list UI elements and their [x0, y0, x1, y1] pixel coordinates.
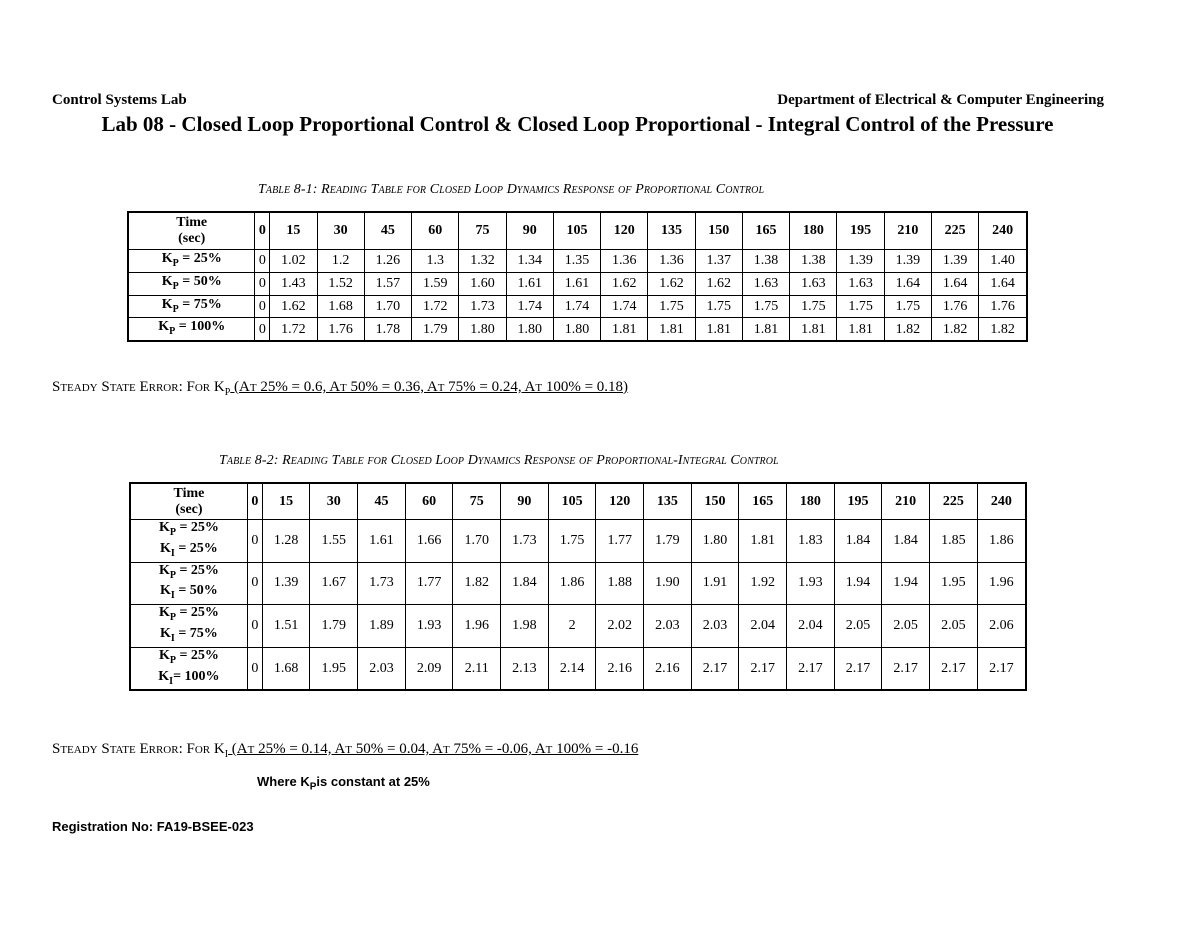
- gain-value: = 25%: [178, 251, 222, 266]
- table-cell: 1.75: [548, 520, 596, 563]
- table-cell: 1.39: [262, 562, 310, 605]
- table-cell: 1.76: [317, 318, 364, 341]
- table-cell: 1.60: [459, 272, 506, 295]
- table-cell: 0: [247, 562, 262, 605]
- registration-number: Registration No: FA19-BSEE-023: [52, 819, 254, 834]
- table-cell: 1.63: [742, 272, 789, 295]
- table-cell: 1.84: [834, 520, 882, 563]
- table-header-row: [130, 483, 1026, 520]
- table-cell: 1.63: [790, 272, 837, 295]
- table-cell: 2.03: [691, 605, 739, 648]
- table-cell: 1.95: [930, 562, 978, 605]
- table-cell: 1.77: [596, 520, 644, 563]
- time-column-header: 165: [742, 212, 789, 250]
- table-cell: 1.67: [310, 562, 358, 605]
- table-cell: 1.96: [977, 562, 1026, 605]
- table-cell: 1.80: [553, 318, 600, 341]
- gain-symbol: K: [158, 319, 170, 335]
- time-column-header: 120: [596, 483, 644, 520]
- sse-kp-prefix: Steady State Error: For K: [52, 379, 225, 395]
- table-cell: 1.86: [977, 520, 1026, 563]
- time-column-header: 30: [317, 212, 364, 250]
- time-column-header: 60: [405, 483, 453, 520]
- table-cell: 1.74: [553, 295, 600, 318]
- table-cell: 2.14: [548, 647, 596, 690]
- time-column-header: 150: [695, 212, 742, 250]
- table-cell: 1.93: [405, 605, 453, 648]
- table-cell: 1.88: [596, 562, 644, 605]
- document-title: Lab 08 - Closed Loop Proportional Control & Closed Loop Proportional - Integral Control of the Pressure: [101, 112, 1054, 136]
- gain-value: = 75%: [178, 296, 222, 312]
- table-row: [128, 295, 1027, 318]
- gain-value: = 100%: [173, 668, 220, 684]
- table-cell: 2.16: [596, 647, 644, 690]
- table-cell: 1.75: [790, 295, 837, 318]
- time-column-header: 75: [459, 212, 506, 250]
- table-cell: 1.79: [310, 605, 358, 648]
- table-cell: 1.40: [979, 250, 1027, 273]
- gain-value: = 100%: [175, 319, 226, 335]
- table-cell: 1.61: [553, 272, 600, 295]
- time-column-header: 210: [884, 212, 931, 250]
- time-column-header: 225: [930, 483, 978, 520]
- table-cell: 1.74: [601, 295, 648, 318]
- table-cell: 1.86: [548, 562, 596, 605]
- gain-value: = 25%: [175, 647, 219, 663]
- table-cell: 1.32: [459, 250, 506, 273]
- gain-subscript: P: [169, 654, 176, 666]
- table-row: [130, 647, 1026, 690]
- table-cell: 1.55: [310, 520, 358, 563]
- table-cell: 2.11: [453, 647, 501, 690]
- gain-subscript: P: [172, 257, 179, 269]
- time-column-header: 135: [644, 483, 692, 520]
- time-column-header: 195: [834, 483, 882, 520]
- department-name: Department of Electrical & Computer Engineering: [777, 92, 1104, 108]
- kp-label: [128, 318, 255, 341]
- time-column-header: 195: [837, 212, 884, 250]
- time-column-header: 165: [739, 483, 787, 520]
- table-cell: 2.05: [882, 605, 930, 648]
- sse-ki-prefix: Steady State Error: For K: [52, 741, 225, 757]
- table-cell: 1.62: [648, 272, 695, 295]
- table-cell: 1.81: [601, 318, 648, 341]
- table-cell: 1.94: [882, 562, 930, 605]
- table-cell: 2.05: [930, 605, 978, 648]
- time-header-label: Time: [176, 215, 208, 230]
- sse-kp-subscript: P: [224, 387, 231, 398]
- table-cell: 1.85: [930, 520, 978, 563]
- table-cell: 1.82: [884, 318, 931, 341]
- table-cell: 1.81: [648, 318, 695, 341]
- table-cell: 1.95: [310, 647, 358, 690]
- time-column-header: 0: [255, 212, 270, 250]
- table-cell: 1.38: [742, 250, 789, 273]
- table-cell: 1.73: [501, 520, 549, 563]
- gain-subscript: P: [169, 326, 176, 338]
- gain-symbol: K: [161, 296, 173, 312]
- table-cell: 1.90: [644, 562, 692, 605]
- table2-caption: Table 8-2: Reading Table for Closed Loop Dynamics Response of Proportional-Integral Control: [219, 453, 779, 468]
- table-cell: 1.75: [837, 295, 884, 318]
- table-cell: 1.68: [262, 647, 310, 690]
- gain-value: = 75%: [174, 625, 218, 641]
- time-column-header: 225: [931, 212, 978, 250]
- gain-subscript: I: [170, 590, 175, 602]
- table-cell: 1.64: [979, 272, 1027, 295]
- table-cell: 0: [255, 295, 270, 318]
- table-cell: 1.81: [837, 318, 884, 341]
- steady-state-error-ki: [52, 741, 638, 760]
- time-column-header: 15: [262, 483, 310, 520]
- time-header: [128, 212, 255, 250]
- table1-caption: Table 8-1: Reading Table for Closed Loop Dynamics Response of Proportional Control: [258, 182, 765, 197]
- table-cell: 1.84: [501, 562, 549, 605]
- table-row: [128, 250, 1027, 273]
- sse-ki-values: (At 25% = 0.14, At 50% = 0.04, At 75% = -0.06, At 100% = -0.16: [228, 741, 639, 757]
- table-cell: 1.73: [459, 295, 506, 318]
- time-column-header: 75: [453, 483, 501, 520]
- kp-ki-label: [130, 647, 247, 690]
- table-cell: 1.96: [453, 605, 501, 648]
- time-column-header: 135: [648, 212, 695, 250]
- table-row: [128, 318, 1027, 341]
- note-prefix: Where K: [257, 774, 310, 789]
- time-column-header: 90: [506, 212, 553, 250]
- table-cell: 1.26: [364, 250, 411, 273]
- table-cell: 1.3: [412, 250, 459, 273]
- gain-subscript: P: [169, 526, 176, 538]
- table-cell: 1.36: [648, 250, 695, 273]
- table-cell: 0: [255, 272, 270, 295]
- table-cell: 1.43: [270, 272, 317, 295]
- table-cell: 1.61: [506, 272, 553, 295]
- gain-symbol: K: [161, 273, 173, 289]
- table-cell: 1.82: [979, 318, 1027, 341]
- proportional-integral-control-table: [129, 482, 1027, 691]
- table-cell: 1.2: [317, 250, 364, 273]
- table-cell: 2.03: [644, 605, 692, 648]
- table-cell: 1.72: [270, 318, 317, 341]
- gain-subscript: I: [170, 632, 175, 644]
- time-column-header: 105: [548, 483, 596, 520]
- table-header-row: [128, 212, 1027, 250]
- table-cell: 2.03: [358, 647, 406, 690]
- table-cell: 1.61: [358, 520, 406, 563]
- time-column-header: 45: [364, 212, 411, 250]
- table-cell: 1.80: [506, 318, 553, 341]
- time-column-header: 210: [882, 483, 930, 520]
- gain-value: = 25%: [175, 605, 219, 621]
- table-cell: 1.93: [787, 562, 835, 605]
- time-column-header: 120: [601, 212, 648, 250]
- gain-symbol: K: [158, 520, 170, 535]
- gain-symbol: K: [161, 251, 173, 266]
- table-cell: 1.79: [644, 520, 692, 563]
- kp-label: [128, 295, 255, 318]
- gain-value: = 25%: [175, 520, 219, 535]
- table-cell: 2.17: [787, 647, 835, 690]
- table-cell: 2.05: [834, 605, 882, 648]
- table-cell: 1.64: [931, 272, 978, 295]
- gain-subscript: P: [169, 611, 176, 623]
- table-cell: 1.84: [882, 520, 930, 563]
- time-column-header: 90: [501, 483, 549, 520]
- kp-constant-note: [257, 774, 430, 793]
- time-column-header: 15: [270, 212, 317, 250]
- table-cell: 1.57: [364, 272, 411, 295]
- time-column-header: 180: [787, 483, 835, 520]
- table-cell: 2.17: [739, 647, 787, 690]
- table-cell: 1.76: [979, 295, 1027, 318]
- sse-ki-subscript: I: [224, 749, 229, 760]
- table-cell: 1.39: [837, 250, 884, 273]
- gain-value: = 25%: [175, 562, 219, 578]
- table-cell: 1.62: [270, 295, 317, 318]
- gain-symbol: K: [158, 668, 170, 684]
- gain-subscript: I: [169, 675, 174, 687]
- table-cell: 1.81: [739, 520, 787, 563]
- table-cell: 1.78: [364, 318, 411, 341]
- table-cell: 1.81: [742, 318, 789, 341]
- table-cell: 2.17: [691, 647, 739, 690]
- table-row: [130, 562, 1026, 605]
- table-cell: 1.91: [691, 562, 739, 605]
- table-cell: 1.68: [317, 295, 364, 318]
- table-cell: 1.82: [453, 562, 501, 605]
- gain-symbol: K: [160, 540, 171, 556]
- note-subscript: P: [309, 781, 317, 793]
- table-cell: 1.39: [884, 250, 931, 273]
- table-cell: 0: [247, 520, 262, 563]
- table-cell: 2.06: [977, 605, 1026, 648]
- time-column-header: 105: [553, 212, 600, 250]
- table-cell: 1.73: [358, 562, 406, 605]
- table-cell: 1.34: [506, 250, 553, 273]
- table-cell: 1.75: [695, 295, 742, 318]
- kp-label: [128, 272, 255, 295]
- table-cell: 0: [255, 250, 270, 273]
- table-cell: 1.64: [884, 272, 931, 295]
- table-cell: 2.16: [644, 647, 692, 690]
- time-header: [130, 483, 247, 520]
- gain-subscript: P: [172, 280, 179, 292]
- table-cell: 1.37: [695, 250, 742, 273]
- table-cell: 1.02: [270, 250, 317, 273]
- kp-ki-label: [130, 520, 247, 563]
- table-cell: 1.94: [834, 562, 882, 605]
- table-cell: 2.17: [882, 647, 930, 690]
- table-cell: 1.63: [837, 272, 884, 295]
- table-cell: 1.77: [405, 562, 453, 605]
- time-column-header: 30: [310, 483, 358, 520]
- table-cell: 1.28: [262, 520, 310, 563]
- table-cell: 1.66: [405, 520, 453, 563]
- table-cell: 2.17: [977, 647, 1026, 690]
- time-column-header: 45: [358, 483, 406, 520]
- gain-subscript: P: [169, 569, 176, 581]
- time-header-label: Time: [173, 485, 205, 501]
- table-cell: 1.79: [412, 318, 459, 341]
- table-cell: 1.80: [459, 318, 506, 341]
- table-cell: 1.35: [553, 250, 600, 273]
- table-cell: 1.70: [453, 520, 501, 563]
- table-cell: 1.75: [648, 295, 695, 318]
- proportional-control-table: [127, 211, 1028, 342]
- table-cell: 1.75: [884, 295, 931, 318]
- gain-value: = 50%: [178, 273, 222, 289]
- gain-value: = 50%: [174, 583, 218, 599]
- table-cell: 1.51: [262, 605, 310, 648]
- table-cell: 2.02: [596, 605, 644, 648]
- lab-name: Control Systems Lab: [52, 92, 187, 108]
- time-header-unit: (sec): [178, 231, 206, 246]
- gain-symbol: K: [158, 605, 170, 621]
- table-cell: 1.83: [787, 520, 835, 563]
- table-cell: 1.76: [931, 295, 978, 318]
- table-cell: 1.81: [790, 318, 837, 341]
- table-cell: 2.09: [405, 647, 453, 690]
- table-cell: 1.80: [691, 520, 739, 563]
- time-column-header: 240: [979, 212, 1027, 250]
- gain-value: = 25%: [174, 540, 218, 556]
- time-column-header: 150: [691, 483, 739, 520]
- table-cell: 1.82: [931, 318, 978, 341]
- table-cell: 1.75: [742, 295, 789, 318]
- gain-symbol: K: [158, 647, 170, 663]
- note-rest: is constant at 25%: [316, 774, 430, 789]
- table-cell: 2.04: [739, 605, 787, 648]
- kp-label: [128, 250, 255, 273]
- table-cell: 2: [548, 605, 596, 648]
- sse-kp-values: (At 25% = 0.6, At 50% = 0.36, At 75% = 0.24, At 100% = 0.18): [230, 379, 629, 395]
- table-cell: 1.81: [695, 318, 742, 341]
- table-cell: 1.92: [739, 562, 787, 605]
- table-cell: 2.17: [930, 647, 978, 690]
- table-cell: 0: [255, 318, 270, 341]
- table-cell: 1.89: [358, 605, 406, 648]
- table-cell: 1.36: [601, 250, 648, 273]
- kp-ki-label: [130, 605, 247, 648]
- kp-ki-label: [130, 562, 247, 605]
- time-column-header: 0: [247, 483, 262, 520]
- time-column-header: 240: [977, 483, 1026, 520]
- table-cell: 1.74: [506, 295, 553, 318]
- table-cell: 1.98: [501, 605, 549, 648]
- gain-symbol: K: [158, 562, 170, 578]
- table-cell: 2.04: [787, 605, 835, 648]
- table-row: [128, 272, 1027, 295]
- gain-subscript: P: [172, 303, 179, 315]
- gain-symbol: K: [160, 583, 171, 599]
- table-cell: 1.39: [931, 250, 978, 273]
- table-cell: 1.38: [790, 250, 837, 273]
- table-cell: 2.17: [834, 647, 882, 690]
- steady-state-error-kp: [52, 379, 628, 398]
- table-cell: 0: [247, 647, 262, 690]
- time-column-header: 60: [412, 212, 459, 250]
- table-cell: 1.70: [364, 295, 411, 318]
- table-row: [130, 605, 1026, 648]
- gain-subscript: I: [170, 547, 175, 559]
- table-cell: 1.72: [412, 295, 459, 318]
- table-cell: 1.52: [317, 272, 364, 295]
- table-cell: 1.62: [695, 272, 742, 295]
- table-row: [130, 520, 1026, 563]
- table-cell: 2.13: [501, 647, 549, 690]
- time-column-header: 180: [790, 212, 837, 250]
- table-cell: 1.59: [412, 272, 459, 295]
- time-header-unit: (sec): [175, 501, 203, 517]
- gain-symbol: K: [160, 625, 171, 641]
- table-cell: 1.62: [601, 272, 648, 295]
- table-cell: 0: [247, 605, 262, 648]
